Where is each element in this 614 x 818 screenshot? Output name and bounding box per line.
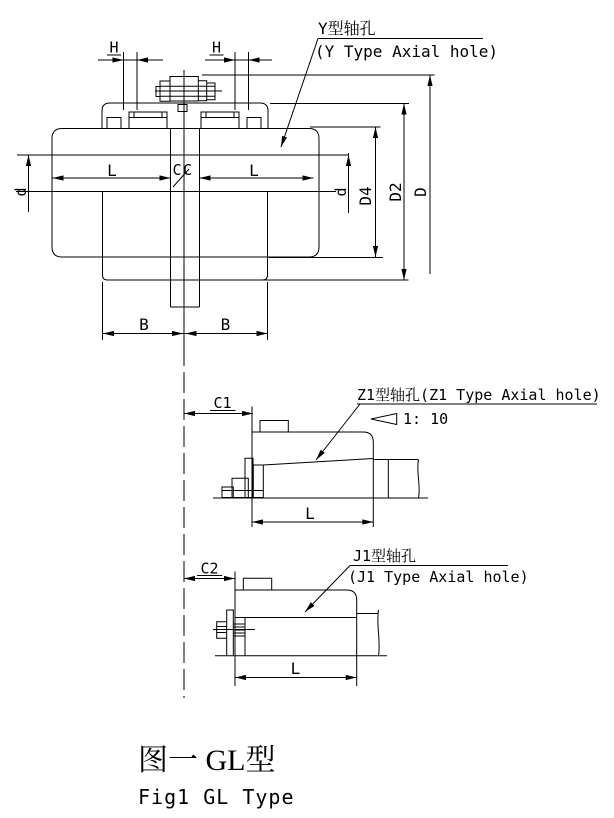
dimension-arrowhead [279, 136, 287, 148]
dimension-arrowhead [401, 104, 406, 115]
dimension-arrowhead [184, 411, 195, 416]
dimension-arrowhead [103, 331, 114, 336]
dimension-arrowhead [186, 331, 197, 336]
dimension-arrowhead [224, 576, 235, 581]
dimension-arrowhead [362, 519, 373, 524]
dim-label-b-right: B [220, 315, 231, 334]
dimension-arrowhead [249, 57, 260, 62]
dimension-arrowhead [53, 175, 64, 180]
taper-ratio-label: 1: 10 [403, 410, 449, 428]
z1-dimension-lines [184, 404, 597, 522]
dimension-arrowhead [346, 155, 351, 166]
dimension-arrowhead [113, 57, 124, 62]
dim-label-b-left: B [139, 315, 149, 334]
y-type-view [16, 39, 483, 699]
dim-label-l-j1: L [290, 659, 301, 678]
z1-type-view [184, 404, 597, 527]
dimension-arrowhead [242, 411, 253, 416]
dim-label-l-left: L [107, 161, 117, 180]
dim-label-h-right: H [211, 38, 222, 57]
dimension-arrowhead [303, 175, 314, 180]
y-hole-callout-en: (Y Type Axial hole) [315, 42, 499, 61]
dimension-arrowhead [401, 269, 406, 280]
dimension-arrowhead [200, 175, 211, 180]
dimension-arrowhead [224, 57, 235, 62]
y-hole-callout-cn: Y型轴孔 [318, 19, 376, 38]
flange-bolt-assembly [155, 77, 222, 102]
j1-hole-callout-cn: J1型轴孔 [353, 547, 417, 565]
dimension-arrowhead [160, 175, 171, 180]
j1-hole-callout-en: (J1 Type Axial hole) [348, 568, 529, 586]
dim-label-cc: CC [172, 161, 194, 179]
dimension-arrowhead [252, 519, 263, 524]
dim-label-d-left: d [12, 187, 30, 197]
dim-label-l-right: L [249, 161, 259, 180]
dimension-arrowhead [172, 331, 183, 336]
dimension-arrowhead [137, 57, 148, 62]
dimension-arrowhead [373, 127, 378, 138]
dimension-arrowhead [427, 75, 432, 86]
figure-caption [138, 744, 295, 809]
dim-label-c1: C1 [213, 394, 232, 412]
dim-label-h-left: H [109, 38, 119, 57]
dimension-arrowhead [26, 155, 31, 166]
figure-title-cn: 图一 GL型 [138, 744, 276, 777]
dimension-arrowhead [257, 331, 268, 336]
dim-label-d-outer: D [411, 187, 430, 197]
figure-title-en: Fig1 GL Type [138, 785, 295, 809]
dimension-arrowhead [235, 675, 246, 680]
z1-hole-callout: Z1型轴孔(Z1 Type Axial hole) [357, 386, 601, 404]
dim-label-d4: D4 [356, 186, 375, 206]
dim-label-d2: D2 [386, 182, 405, 202]
dim-label-c2: C2 [200, 559, 219, 578]
dim-label-l-z1: L [305, 504, 315, 523]
dim-label-d-right: d [332, 187, 350, 197]
dimension-arrowhead [373, 246, 378, 257]
dimension-arrowhead [184, 576, 195, 581]
dimension-arrowhead [346, 675, 357, 680]
